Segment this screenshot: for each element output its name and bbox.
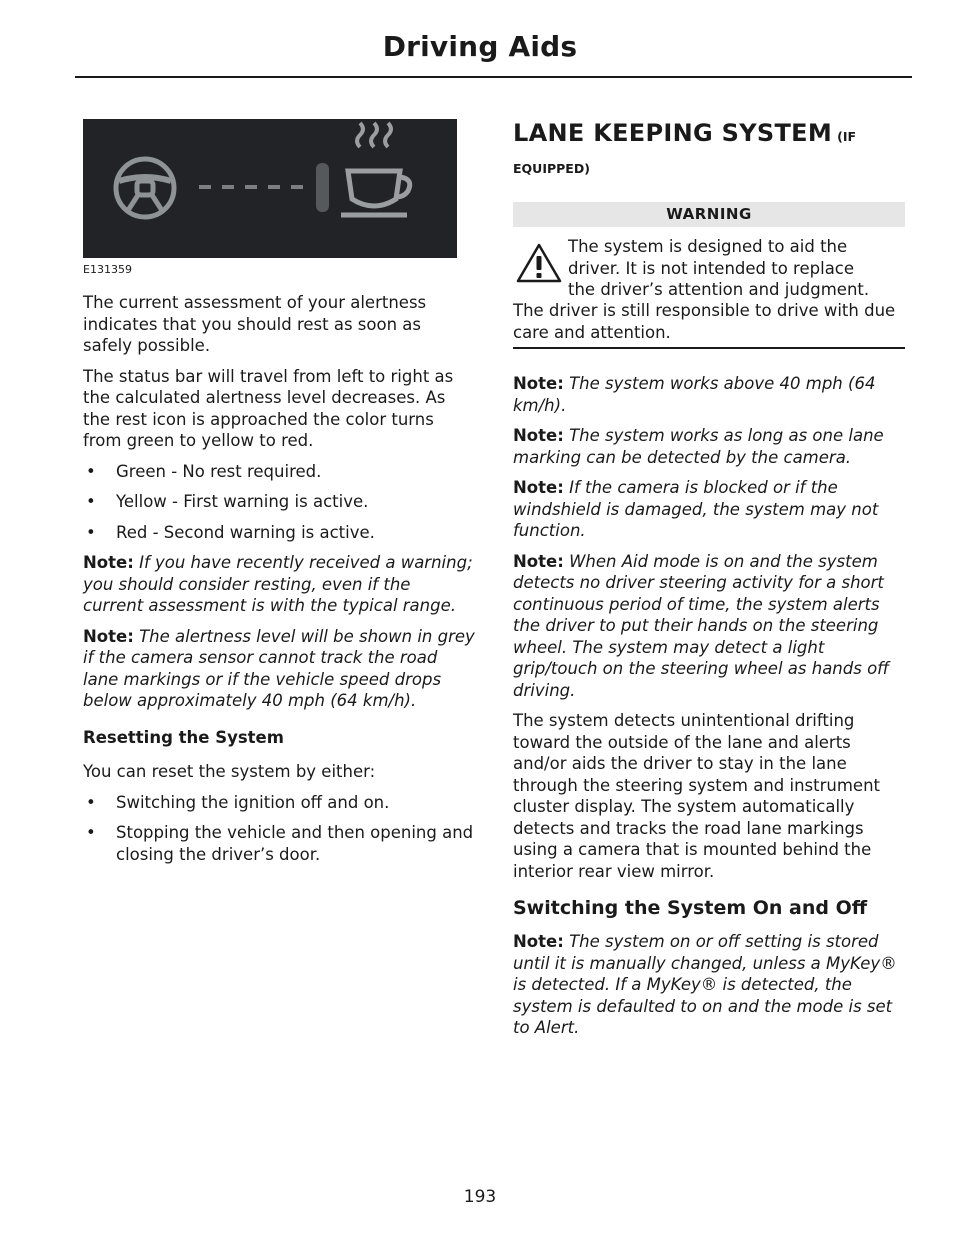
paragraph-status-bar: The status bar will travel from left to right as the calculated alertness level decreases. As the rest icon is approached the color turns from green to yellow to red. (83, 366, 454, 450)
note-label: Note: (513, 426, 564, 445)
page-number: 193 (463, 1187, 497, 1207)
note-speed (513, 373, 905, 416)
alertness-figure (83, 119, 457, 258)
bullet-dot: • (86, 492, 96, 511)
note-label: Note: (83, 553, 134, 572)
bullet-dot: • (86, 792, 96, 812)
right-column-notes (513, 373, 905, 1039)
bullet-text: Switching the ignition off and on. (116, 792, 390, 812)
note-text: The system on or off setting is stored until it is manually changed, unless a MyKey® is detected. If a MyKey® is detected, the system is defaulted to on and the mode is set to Alert. (513, 932, 897, 1037)
bullet-dot: • (86, 823, 96, 842)
title-rule (75, 76, 912, 78)
warning-bar: WARNING (513, 202, 905, 227)
bullet-text: Yellow - First warning is active. (116, 492, 369, 511)
note-camera-blocked (513, 477, 905, 542)
list-item (83, 522, 475, 544)
note-label: Note: (513, 374, 564, 393)
warning-text-full (513, 300, 905, 343)
status-bar-marker (316, 163, 329, 212)
bullet-dot: • (86, 461, 96, 481)
note-lane-marking (513, 425, 905, 468)
list-item (83, 491, 475, 513)
figure-id: E131359 (83, 263, 132, 276)
left-column (83, 292, 475, 865)
note-text: If the camera is blocked or if the windshield is damaged, the system may not function. (513, 478, 879, 540)
warning-text-indented (568, 236, 908, 301)
list-item (83, 461, 475, 483)
alertness-display-graphic (83, 119, 457, 258)
heading-suffix-line2: EQUIPPED) (513, 161, 590, 176)
list-item (83, 792, 475, 814)
paragraph-drift: The system detects unintentional drifting toward the outside of the lane and alerts and/or aids the driver to stay in the lane through the steering system and instrument cluster display. The system automatically detects and tracks the road lane markings using a camera that is mounted behind the interior rear view mirror. (513, 711, 880, 881)
steering-wheel-icon (116, 159, 174, 217)
note-label: Note: (513, 478, 564, 497)
paragraph-assessment: The current assessment of your alertness indicates that you should rest as soon as safely possible. (83, 293, 427, 355)
bullet-dot: • (86, 522, 96, 542)
bullet-text: Green - No rest required. (116, 461, 322, 481)
note-text: If you have recently received a warning; you should consider resting, even if the current assessment is with the typical range. (83, 553, 473, 615)
note-label: Note: (83, 626, 134, 646)
note-text: The system works as long as one lane marking can be detected by the camera. (513, 426, 884, 467)
lane-keeping-heading-block (513, 119, 905, 176)
bullet-text: Stopping the vehicle and then opening and closing the driver’s door. (116, 823, 474, 864)
note-label: Note: (513, 932, 564, 951)
paragraph-reset-intro: You can reset the system by either: (83, 762, 376, 781)
section-heading: LANE KEEPING SYSTEM (513, 119, 833, 147)
warning-line: driver. It is not intended to replace (568, 258, 855, 278)
warning-rule (513, 347, 905, 349)
note-text: When Aid mode is on and the system detects no driver steering activity for a short continuous period of time, the system alerts the driver to put their hands on the steering wheel. The system may detect a light grip/touch on the steering wheel as hands off driving. (513, 551, 890, 700)
warning-line: the driver’s attention and judgment. (568, 280, 870, 299)
heading-resetting: Resetting the System (83, 727, 284, 747)
note-text: The alertness level will be shown in grey if the camera sensor cannot track the road lane markings or if the vehicle speed drops below approximately 40 mph (64 km/h). (83, 626, 475, 710)
note-label: Note: (513, 551, 564, 571)
heading-suffix: (IF (837, 129, 857, 144)
warning-line: The system is designed to aid the (568, 237, 848, 256)
note-text: The system works above 40 mph (64 km/h). (513, 374, 876, 415)
bullet-text: Red - Second warning is active. (116, 522, 375, 542)
heading-switching: Switching the System On and Off (513, 897, 868, 919)
coffee-cup-icon (341, 123, 410, 215)
note-hands-off (513, 551, 905, 702)
note-recent-warning (83, 552, 475, 617)
note-mykey (513, 931, 905, 1039)
page-title: Driving Aids (382, 30, 578, 63)
note-grey-level (83, 626, 475, 712)
warning-line: The driver is still responsible to drive with due care and attention. (513, 301, 896, 342)
list-item (83, 822, 475, 865)
warning-triangle-icon (515, 241, 565, 287)
